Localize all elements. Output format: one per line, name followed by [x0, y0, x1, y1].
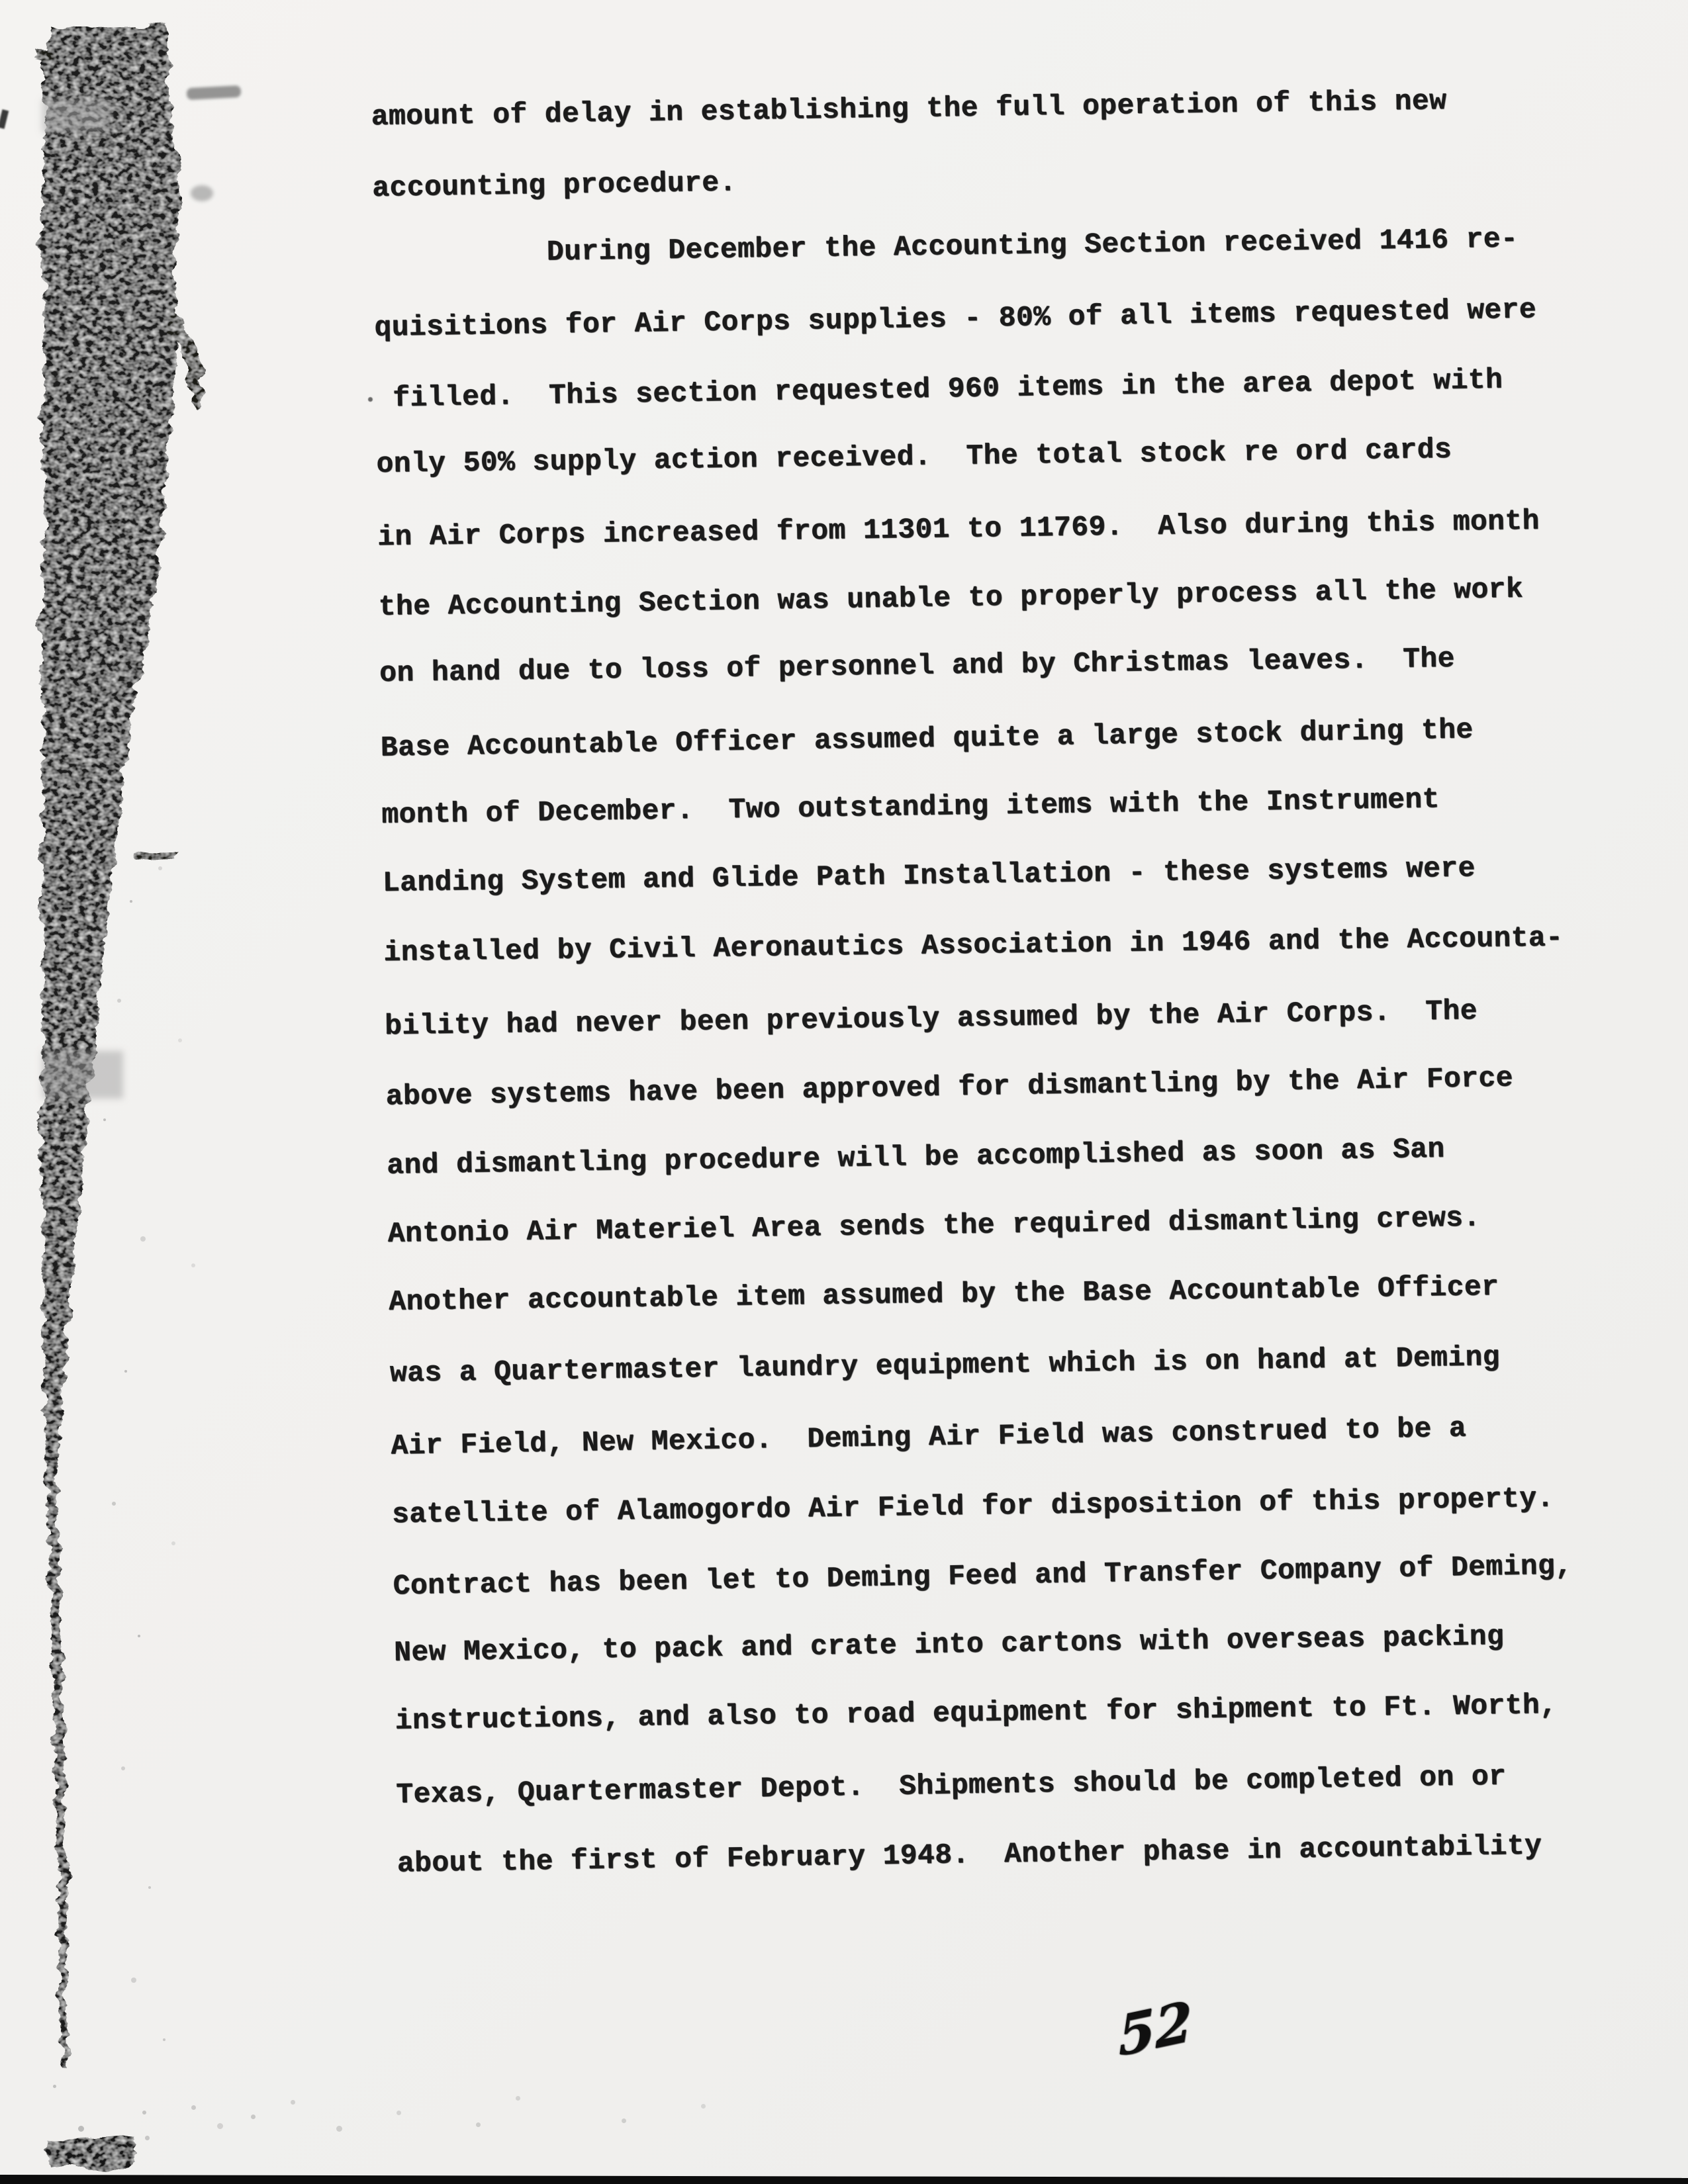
text-line: Another accountable item assumed by the Base Accountable Officer	[389, 1270, 1499, 1318]
text-line: only 50% supply action received. The total stock re ord cards	[376, 433, 1452, 480]
text-line: month of December. Two outstanding items with the Instrument	[381, 783, 1440, 831]
text-line: During December the Accounting Section received 1416 re-	[373, 222, 1519, 271]
text-line: Antonio Air Materiel Area sends the required dismantling crews.	[387, 1201, 1481, 1250]
scan-smear-band	[42, 1051, 123, 1099]
binding-strip	[0, 0, 252, 2184]
scan-speckles	[99, 761, 102, 764]
text-line: on hand due to loss of personnel and by Christmas leaves. The	[379, 642, 1456, 690]
scan-smudge	[191, 185, 213, 201]
text-line: above systems have been approved for dismantling by the Air Force	[385, 1062, 1514, 1113]
text-line: amount of delay in establishing the full operation of this new	[371, 84, 1447, 133]
text-line: New Mexico, to pack and crate into cartons with overseas packing	[393, 1619, 1505, 1669]
text-line: Base Accountable Officer assumed quite a large stock during the	[380, 713, 1474, 764]
text-line: about the first of February 1948. Another phase in accountability	[397, 1829, 1542, 1880]
text-line: instructions, and also to road equipment for shipment to Ft. Worth,	[395, 1688, 1558, 1737]
text-line: and dismantling procedure will be accomplished as soon as San	[386, 1132, 1445, 1182]
text-line: Landing System and Glide Path Installation - these systems were	[382, 851, 1476, 899]
text-line: satellite of Alamogordo Air Field for disposition of this property.	[391, 1482, 1554, 1531]
text-line: quisitions for Air Corps supplies - 80% of all items requested were	[374, 293, 1537, 344]
text-line: filled. This section requested 960 items in the area depot with	[375, 363, 1503, 415]
text-line: installed by Civil Aeronautics Association in 1946 and the Accounta-	[383, 921, 1564, 969]
text-line: Air Field, New Mexico. Deming Air Field was construed to be a	[391, 1411, 1467, 1462]
ink-dot	[368, 397, 373, 402]
text-line: in Air Corps increased from 11301 to 11769. Also during this month	[377, 504, 1540, 554]
text-line: was a Quartermaster laundry equipment which is on hand at Deming	[389, 1340, 1501, 1390]
text-line: Contract has been let to Deming Feed and Transfer Company of Deming,	[393, 1549, 1573, 1602]
binding-strip-shape	[41, 25, 179, 2071]
text-line: the Accounting Section was unable to properly process all the work	[378, 572, 1524, 623]
scan-smear-band	[42, 99, 110, 132]
scan-speckles	[53, 2085, 56, 2088]
scan-bottom-bar	[0, 2175, 1688, 2184]
text-line: bility had never been previously assumed by the Air Corps. The	[384, 994, 1478, 1042]
text-line: accounting procedure.	[371, 165, 737, 205]
text-line: Texas, Quartermaster Depot. Shipments should be completed on or	[395, 1760, 1507, 1811]
page-number: 52	[1117, 1989, 1194, 2070]
typed-text-block	[371, 64, 1615, 1897]
